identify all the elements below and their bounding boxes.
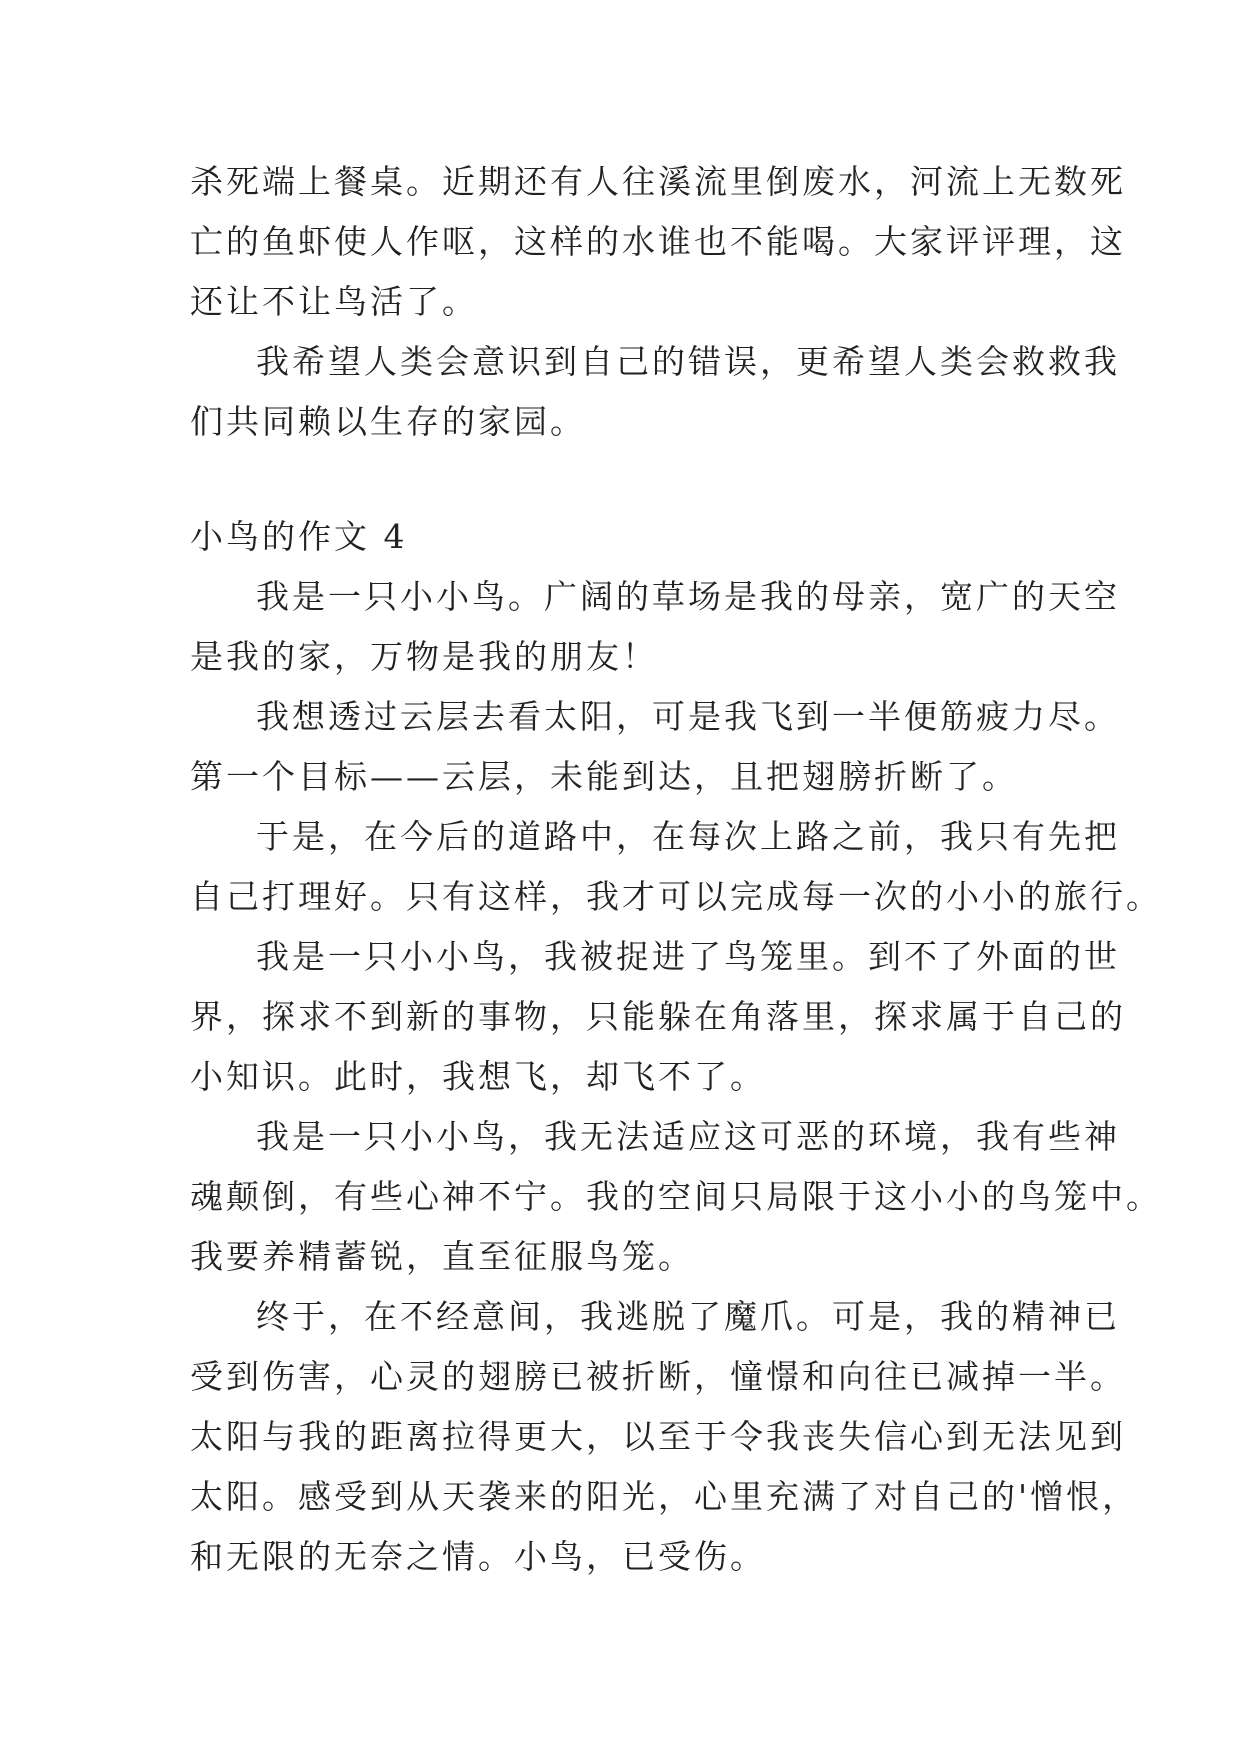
- paragraph-line: 界，探求不到新的事物，只能躲在角落里，探求属于自己的: [190, 997, 1126, 1036]
- paragraph-line: 我是一只小小鸟，我被捉进了鸟笼里。到不了外面的世: [256, 937, 1120, 976]
- paragraph-line: 太阳与我的距离拉得更大，以至于令我丧失信心到无法见到: [190, 1417, 1126, 1456]
- section-heading: 小鸟的作文 4: [190, 517, 408, 556]
- paragraph-line: 自己打理好。只有这样，我才可以完成每一次的小小的旅行。: [190, 877, 1162, 916]
- paragraph-line: 终于，在不经意间，我逃脱了魔爪。可是，我的精神已: [256, 1297, 1120, 1336]
- paragraph-line: 我是一只小小鸟。广阔的草场是我的母亲，宽广的天空: [256, 577, 1120, 616]
- paragraph-line: 杀死端上餐桌。近期还有人往溪流里倒废水，河流上无数死: [190, 162, 1126, 201]
- paragraph-line: 还让不让鸟活了。: [190, 282, 478, 321]
- paragraph-line: 小知识。此时，我想飞，却飞不了。: [190, 1057, 766, 1096]
- paragraph-line: 我想透过云层去看太阳，可是我飞到一半便筋疲力尽。: [256, 697, 1120, 736]
- paragraph-line: 们共同赖以生存的家园。: [190, 402, 586, 441]
- paragraph-line: 亡的鱼虾使人作呕，这样的水谁也不能喝。大家评评理，这: [190, 222, 1126, 261]
- paragraph-line: 魂颠倒，有些心神不宁。我的空间只局限于这小小的鸟笼中。: [190, 1177, 1162, 1216]
- paragraph-line: 是我的家，万物是我的朋友！: [190, 637, 658, 676]
- paragraph-line: 第一个目标——云层，未能到达，且把翅膀折断了。: [190, 757, 1018, 796]
- paragraph-line: 我希望人类会意识到自己的错误，更希望人类会救救我: [256, 342, 1120, 381]
- paragraph-line: 我是一只小小鸟，我无法适应这可恶的环境，我有些神: [256, 1117, 1120, 1156]
- paragraph-line: 我要养精蓄锐，直至征服鸟笼。: [190, 1237, 694, 1276]
- paragraph-line: 和无限的无奈之情。小鸟，已受伤。: [190, 1537, 766, 1576]
- paragraph-line: 太阳。感受到从天袭来的阳光，心里充满了对自己的'憎恨，: [190, 1477, 1139, 1516]
- paragraph-line: 于是，在今后的道路中，在每次上路之前，我只有先把: [256, 817, 1120, 856]
- paragraph-line: 受到伤害，心灵的翅膀已被折断，憧憬和向往已减掉一半。: [190, 1357, 1126, 1396]
